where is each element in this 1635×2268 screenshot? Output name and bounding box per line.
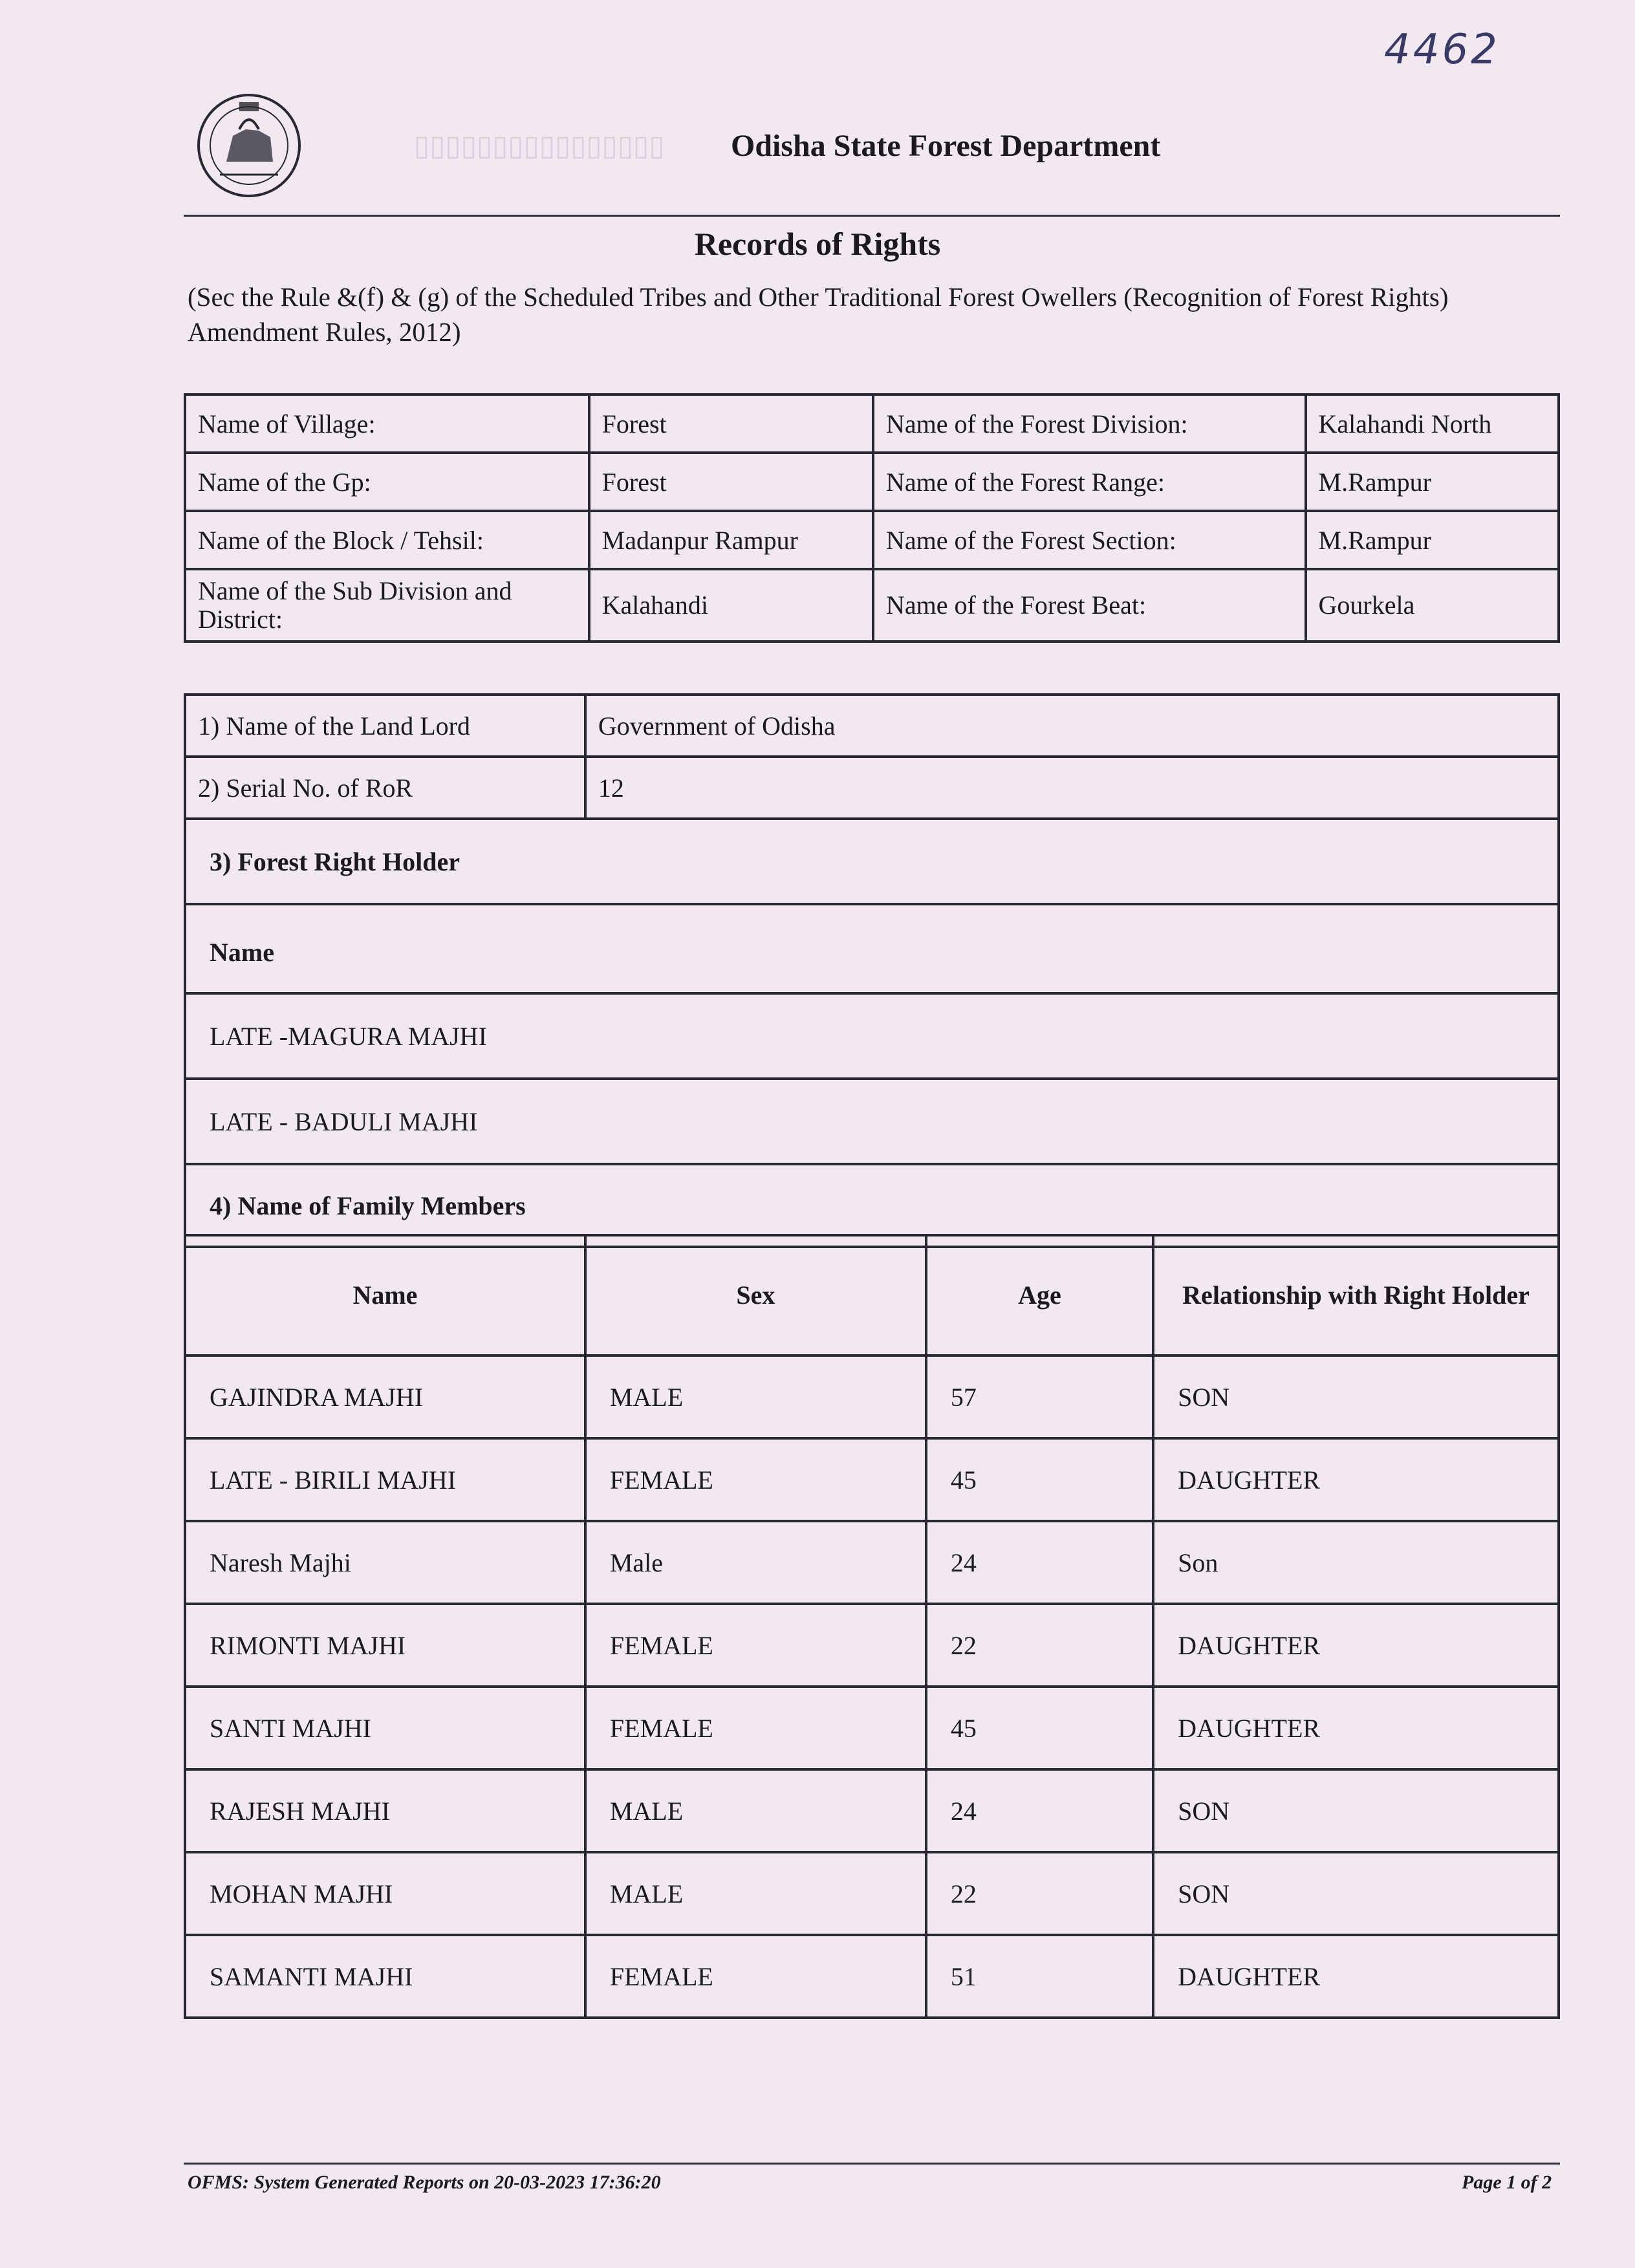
land-lord-label: 1) Name of the Land Lord [185,695,585,757]
member-sex: FEMALE [585,1687,926,1769]
column-header-name: Name [185,1235,585,1355]
holder-heading: 3) Forest Right Holder [185,819,1559,904]
division-label: Name of the Forest Division: [873,394,1306,453]
member-age: 22 [926,1852,1153,1935]
member-name: SANTI MAJHI [185,1687,585,1769]
block-label: Name of the Block / Tehsil: [185,511,589,569]
member-relationship: DAUGHTER [1153,1438,1559,1521]
member-age: 45 [926,1687,1153,1769]
table-row [185,1438,1559,1521]
land-lord-row [185,695,1559,757]
column-header-age: Age [926,1235,1153,1355]
member-age: 24 [926,1769,1153,1852]
member-relationship: SON [1153,1852,1559,1935]
section-label: Name of the Forest Section: [873,511,1306,569]
block-value: Madanpur Rampur [589,511,873,569]
location-row [185,394,1559,453]
serial-row [185,757,1559,819]
village-value: Forest [589,394,873,453]
table-row [185,1521,1559,1604]
member-relationship: DAUGHTER [1153,1604,1559,1687]
table-row [185,1935,1559,2018]
state-emblem-icon [194,91,304,200]
range-label: Name of the Forest Range: [873,453,1306,511]
member-relationship: Son [1153,1521,1559,1604]
handwritten-number: 4462 [1384,26,1500,74]
holder-name: LATE - BADULI MAJHI [185,1079,1559,1164]
member-name: RIMONTI MAJHI [185,1604,585,1687]
member-age: 24 [926,1521,1153,1604]
member-relationship: SON [1153,1769,1559,1852]
location-table [184,393,1560,643]
page-number: Page 1 of 2 [1462,2172,1552,2193]
family-members-table [184,1234,1560,2019]
member-relationship: SON [1153,1355,1559,1438]
subdivision-label: Name of the Sub Division and District: [185,569,589,642]
member-sex: Male [585,1521,926,1604]
section-value: M.Rampur [1306,511,1559,569]
table-row [185,1604,1559,1687]
member-sex: MALE [585,1852,926,1935]
member-name: LATE - BIRILI MAJHI [185,1438,585,1521]
column-header-sex: Sex [585,1235,926,1355]
range-value: M.Rampur [1306,453,1559,511]
division-value: Kalahandi North [1306,394,1559,453]
holder-row [185,993,1559,1079]
member-age: 57 [926,1355,1153,1438]
member-sex: MALE [585,1355,926,1438]
member-age: 45 [926,1438,1153,1521]
member-sex: MALE [585,1769,926,1852]
table-row [185,1355,1559,1438]
holder-table [184,693,1560,1248]
location-row [185,511,1559,569]
document-subtitle: (Sec the Rule &(f) & (g) of the Scheduled Tribes and Other Traditional Forest Owellers (Recognition of Forest Rights) Amendment Rules, 2012) [188,282,1449,347]
serial-label: 2) Serial No. of RoR [185,757,585,819]
family-heading: 4) Name of Family Members [185,1164,1559,1247]
name-heading-row [185,904,1559,993]
holder-heading-row [185,819,1559,904]
member-name: Naresh Majhi [185,1521,585,1604]
member-age: 22 [926,1604,1153,1687]
header-divider [184,215,1560,217]
footer-divider [184,2163,1560,2165]
holder-name: LATE -MAGURA MAJHI [185,993,1559,1079]
column-header-relationship: Relationship with Right Holder [1153,1235,1559,1355]
department-title: Odisha State Forest Department [731,129,1161,163]
member-sex: FEMALE [585,1935,926,2018]
name-heading: Name [185,904,1559,993]
table-row [185,1852,1559,1935]
beat-label: Name of the Forest Beat: [873,569,1306,642]
member-name: GAJINDRA MAJHI [185,1355,585,1438]
member-name: SAMANTI MAJHI [185,1935,585,2018]
member-name: MOHAN MAJHI [185,1852,585,1935]
member-relationship: DAUGHTER [1153,1935,1559,2018]
gp-label: Name of the Gp: [185,453,589,511]
land-lord-value: Government of Odisha [585,695,1559,757]
subdivision-value: Kalahandi [589,569,873,642]
member-name: RAJESH MAJHI [185,1769,585,1852]
bleed-through: ▯▯▯▯▯▯▯▯▯▯▯▯▯▯▯▯ [414,130,665,162]
location-row [185,569,1559,642]
serial-value: 12 [585,757,1559,819]
gp-value: Forest [589,453,873,511]
member-sex: FEMALE [585,1438,926,1521]
family-header-row [185,1235,1559,1355]
family-rows [185,1355,1559,2018]
member-relationship: DAUGHTER [1153,1687,1559,1769]
table-row [185,1687,1559,1769]
location-row [185,453,1559,511]
generated-note: OFMS: System Generated Reports on 20-03-2023 17:36:20 [188,2172,661,2193]
member-age: 51 [926,1935,1153,2018]
holder-row [185,1079,1559,1164]
document-title: Records of Rights [694,226,941,262]
village-label: Name of Village: [185,394,589,453]
table-row [185,1769,1559,1852]
beat-value: Gourkela [1306,569,1559,642]
member-sex: FEMALE [585,1604,926,1687]
